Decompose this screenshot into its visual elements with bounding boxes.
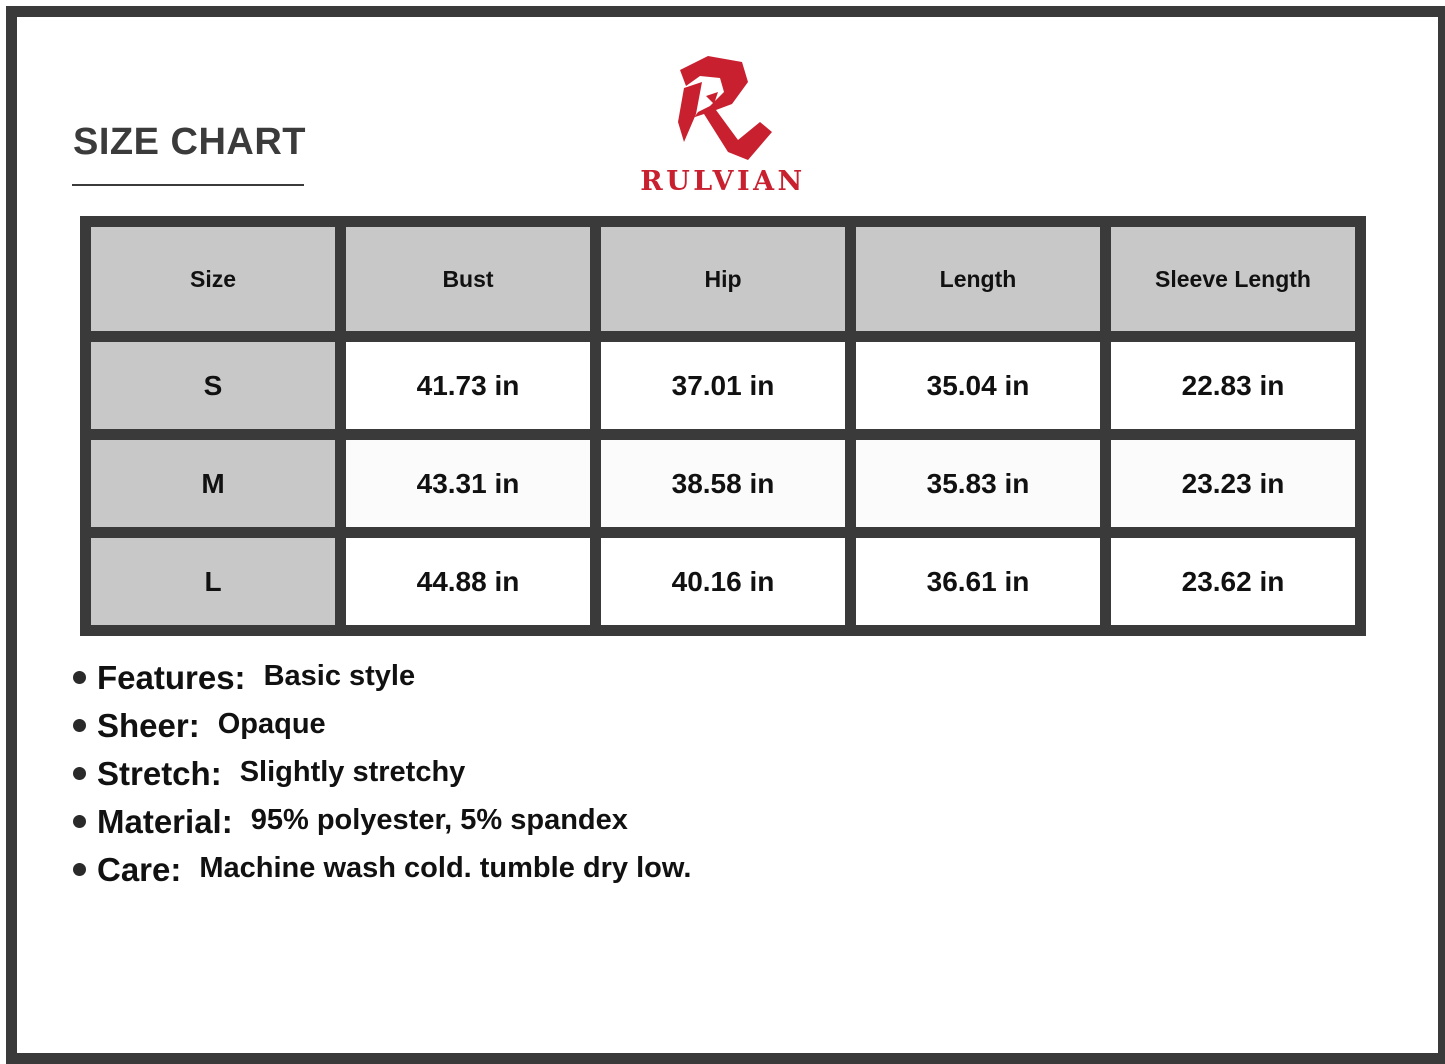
title-underline: [72, 184, 304, 186]
table-row: [91, 538, 1355, 625]
bullet-icon: [73, 767, 86, 780]
feature-label: Material:: [97, 803, 233, 840]
list-item: [70, 752, 691, 800]
bullet-icon: [73, 863, 86, 876]
table-row: [91, 440, 1355, 527]
feature-value: Opaque: [217, 708, 326, 740]
bullet-icon: [73, 815, 86, 828]
header-size: Size: [91, 227, 335, 331]
bust-value: 43.31 in: [346, 440, 590, 527]
feature-value: Basic style: [263, 660, 416, 692]
hip-value: 40.16 in: [601, 538, 845, 625]
feature-label: Care:: [97, 851, 182, 888]
brand-name: RULVIAN: [640, 166, 806, 197]
bullet-icon: [73, 719, 86, 732]
size-label: S: [91, 342, 335, 429]
size-label: L: [91, 538, 335, 625]
bullet-icon: [73, 671, 86, 684]
sleeve-length-value: 23.62 in: [1111, 538, 1355, 625]
feature-label: Stretch:: [97, 755, 222, 792]
size-table: [80, 216, 1366, 636]
length-value: 36.61 in: [856, 538, 1100, 625]
feature-value: Machine wash cold. tumble dry low.: [199, 852, 692, 884]
sleeve-length-value: 23.23 in: [1111, 440, 1355, 527]
hip-value: 37.01 in: [601, 342, 845, 429]
header-hip: Hip: [601, 227, 845, 331]
length-value: 35.83 in: [856, 440, 1100, 527]
list-item: [70, 704, 691, 752]
feature-label: Sheer:: [97, 707, 200, 744]
page-title: SIZE CHART: [73, 121, 306, 163]
feature-value: Slightly stretchy: [239, 756, 466, 788]
bust-value: 41.73 in: [346, 342, 590, 429]
feature-list: [70, 656, 691, 896]
feature-label: Features:: [97, 659, 246, 696]
list-item: [70, 800, 691, 848]
length-value: 35.04 in: [856, 342, 1100, 429]
sleeve-length-value: 22.83 in: [1111, 342, 1355, 429]
feature-value: 95% polyester, 5% spandex: [250, 804, 628, 836]
hip-value: 38.58 in: [601, 440, 845, 527]
header-sleeve-length: Sleeve Length: [1111, 227, 1355, 331]
table-header-row: [91, 227, 1355, 331]
bust-value: 44.88 in: [346, 538, 590, 625]
header-bust: Bust: [346, 227, 590, 331]
size-label: M: [91, 440, 335, 527]
table-row: [91, 342, 1355, 429]
list-item: [70, 848, 691, 896]
list-item: [70, 656, 691, 704]
header-length: Length: [856, 227, 1100, 331]
